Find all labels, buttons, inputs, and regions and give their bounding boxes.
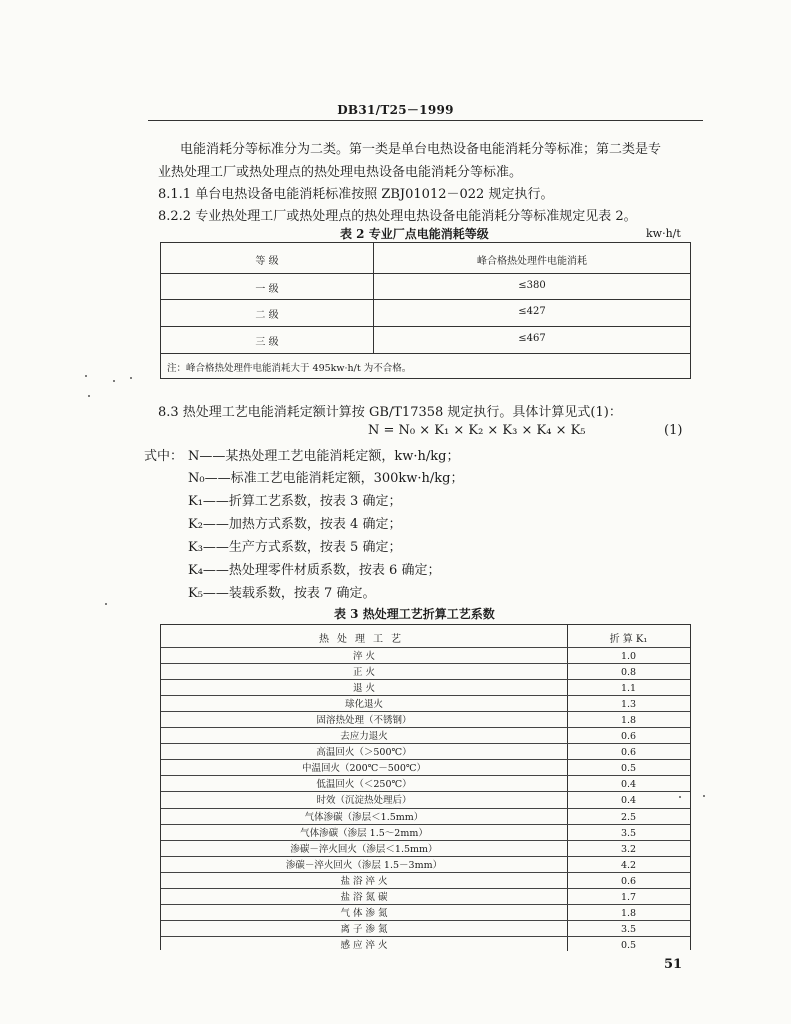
where-prefix: 式中： [144,449,184,464]
table3-process: 高温回火（＞500℃） [316,747,412,759]
table3-row [161,936,690,954]
table3-process: 低温回火（＜250℃） [316,779,412,791]
table3-k1-value: 1.1 [620,683,637,695]
table3-process: 盐 浴 淬 火 [340,875,388,887]
table3-process: 正 火 [352,667,376,679]
table3-k1-value: 1.8 [620,907,637,919]
scan-speck [85,375,87,377]
table3-k1-value: 3.5 [620,827,637,839]
table3-k1-value: 3.5 [620,923,637,935]
definition-K3: K₃——生产方式系数，按表 5 确定； [188,540,402,555]
table2 [160,242,691,379]
table2-row-value: ≤427 [518,306,546,317]
table3-process: 中温回火（200℃－500℃） [301,763,427,775]
table2-note: 注：峰合格热处理件电能消耗大于 495kw·h/t 为不合格。 [167,363,412,374]
scan-speck [88,395,90,397]
table3-process: 球化退火 [344,699,383,711]
paragraph-line-1: 电能消耗分等标准分为二类。第一类是单台电热设备电能消耗分等标准；第二类是专 [180,142,662,157]
table2-row-grade: 二 级 [255,310,279,321]
table3-k1-value: 0.6 [620,875,637,887]
header-rule [148,120,703,121]
table2-header-grade: 等 级 [255,256,279,267]
table3-process: 去应力退火 [340,731,388,743]
table3-process: 时效（沉淀热处理后） [316,795,412,807]
table3-process: 气 体 渗 氮 [340,907,388,919]
scan-speck [105,603,107,605]
document-code: DB31/T25－1999 [337,103,454,117]
table3-process: 感 应 淬 火 [340,939,388,951]
table3-process: 渗碳－淬火回火（渗层 1.5－3mm） [285,859,443,871]
table3-k1-value: 1.3 [620,699,637,711]
table2-row-grade: 三 级 [255,337,279,348]
scan-speck [130,377,132,379]
table3-k1-value: 0.8 [620,667,637,679]
table2-unit: kw·h/t [646,227,681,240]
formula-number: (1) [664,423,683,438]
scan-speck [113,380,115,382]
definition-N: N——某热处理工艺电能消耗定额，kw·h/kg； [188,449,460,464]
definition-N0: N₀——标准工艺电能消耗定额，300kw·h/kg； [188,471,464,486]
scan-speck [703,795,705,797]
table3-k1-value: 2.5 [620,811,637,823]
table3-caption: 表 3 热处理工艺折算工艺系数 [334,607,495,621]
table2-row-value: ≤380 [518,280,546,291]
section-8-3: 8.3 热处理工艺电能消耗定额计算按 GB/T17358 规定执行。具体计算见式(1)： [158,405,622,420]
table3-process: 固溶热处理（不锈钢） [316,715,412,727]
table3-k1-value: 0.5 [620,763,637,775]
table3-header-process: 热处理工艺 [319,634,409,645]
table3-k1-value: 1.8 [620,715,637,727]
table3-k1-value: 3.2 [620,843,637,855]
table3 [160,624,691,950]
table3-process: 盐 浴 氮 碳 [340,891,388,903]
table3-process: 淬 火 [352,651,376,662]
table3-process: 离 子 渗 氮 [340,923,388,935]
table3-process: 气体渗碳（渗层＜1.5mm） [304,811,424,823]
table2-header-consumption: 峰合格热处理件电能消耗 [477,256,587,267]
table3-process: 气体渗碳（渗层 1.5～2mm） [300,827,428,839]
table3-process: 渗碳－淬火回火（渗层＜1.5mm） [290,843,438,855]
table3-k1-value: 0.4 [620,779,637,791]
table2-row-grade: 一 级 [255,284,279,295]
paragraph-line-2: 业热处理工厂或热处理点的热处理电热设备电能消耗分等标准。 [158,165,523,180]
definition-K5: K₅——装载系数，按表 7 确定。 [188,586,376,601]
scan-speck [679,796,681,798]
table3-k1-value: 1.7 [620,891,637,903]
table2-caption: 表 2 专业厂点电能消耗等级 [340,227,489,241]
table3-k1-value: 1.0 [620,651,637,662]
section-8-1-1: 8.1.1 单台电热设备电能消耗标准按照 ZBJ01012－022 规定执行。 [158,187,554,202]
definition-K4: K₄——热处理零件材质系数，按表 6 确定； [188,563,441,578]
definition-K1: K₁——折算工艺系数，按表 3 确定； [188,494,402,509]
table3-k1-value: 4.2 [620,859,637,871]
section-8-2-2: 8.2.2 专业热处理工厂或热处理点的热处理电热设备电能消耗分等标准规定见表 2。 [158,209,637,224]
page-number: 51 [664,957,683,972]
table3-k1-value: 0.6 [620,731,637,743]
table3-process: 退 火 [352,683,376,695]
table3-header-k1: 折 算 K₁ [609,634,648,645]
definition-K2: K₂——加热方式系数，按表 4 确定； [188,517,402,532]
table3-k1-value: 0.5 [620,939,637,951]
table2-row-value: ≤467 [518,333,546,344]
formula: N = N₀ × K₁ × K₂ × K₃ × K₄ × K₅ [368,423,586,438]
table3-k1-value: 0.4 [620,795,637,807]
table3-k1-value: 0.6 [620,747,637,759]
